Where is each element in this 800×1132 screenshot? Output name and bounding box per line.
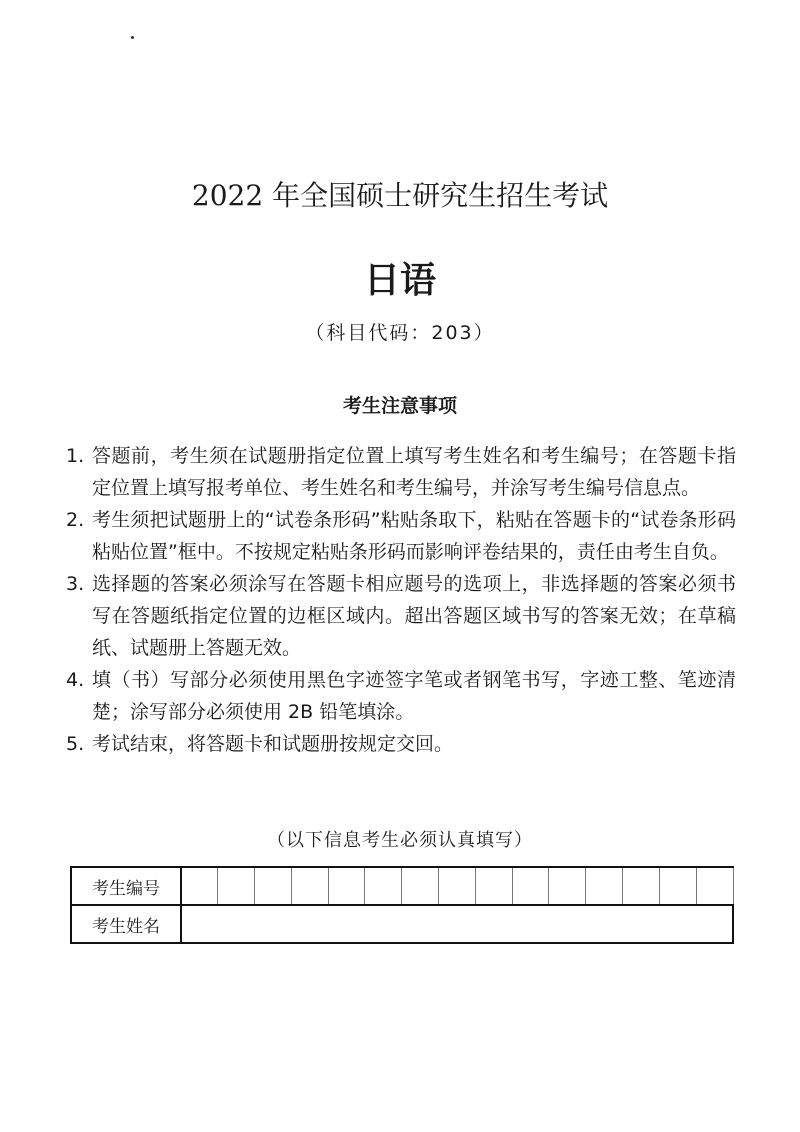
candidate-number-box[interactable] bbox=[439, 867, 476, 905]
exam-title: 2022 年全国硕士研究生招生考试 bbox=[191, 179, 609, 212]
candidate-number-box[interactable] bbox=[623, 867, 660, 905]
candidate-number-box[interactable] bbox=[255, 867, 292, 905]
candidate-name-row bbox=[71, 905, 733, 943]
candidate-number-label: 考生编号 bbox=[71, 867, 181, 905]
notice-item-text: 考生须把试题册上的“试卷条形码”粘贴条取下，粘贴在答题卡的“试卷条形码粘贴位置”框中。不按规定粘贴条形码而影响评卷结果的，责任由考生自负。 bbox=[92, 509, 736, 563]
candidate-number-box[interactable] bbox=[696, 867, 733, 905]
scan-speck bbox=[131, 36, 134, 39]
candidate-info-table bbox=[70, 866, 734, 944]
candidate-number-box[interactable] bbox=[291, 867, 328, 905]
notice-item-text: 考试结束，将答题卡和试题册按规定交回。 bbox=[92, 733, 454, 755]
candidate-number-box[interactable] bbox=[402, 867, 439, 905]
notice-item bbox=[66, 504, 736, 568]
notice-list bbox=[66, 440, 736, 760]
notice-item-text: 答题前，考生须在试题册指定位置上填写考生姓名和考生编号；在答题卡指定位置上填写报考单位、考生姓名和考生编号，并涂写考生编号信息点。 bbox=[92, 445, 736, 499]
candidate-number-box[interactable] bbox=[549, 867, 586, 905]
candidate-number-box[interactable] bbox=[586, 867, 623, 905]
candidate-number-box[interactable] bbox=[512, 867, 549, 905]
notice-item bbox=[66, 440, 736, 504]
candidate-info-heading: （以下信息考生必须认真填写） bbox=[267, 830, 533, 851]
candidate-number-box[interactable] bbox=[365, 867, 402, 905]
candidate-number-box[interactable] bbox=[328, 867, 365, 905]
notice-item bbox=[66, 568, 736, 664]
candidate-number-box[interactable] bbox=[659, 867, 696, 905]
candidate-number-box[interactable] bbox=[475, 867, 512, 905]
candidate-number-box[interactable] bbox=[181, 867, 218, 905]
notice-item bbox=[66, 664, 736, 728]
candidate-number-box[interactable] bbox=[218, 867, 255, 905]
candidate-name-field[interactable] bbox=[181, 905, 733, 943]
notice-item-text: 填（书）写部分必须使用黑色字迹签字笔或者钢笔书写，字迹工整、笔迹清楚；涂写部分必须使用 2B 铅笔填涂。 bbox=[92, 669, 736, 723]
subject-title: 日语 bbox=[363, 260, 436, 301]
notice-item-number: 2. bbox=[66, 509, 85, 531]
notice-item-text: 选择题的答案必须涂写在答题卡相应题号的选项上，非选择题的答案必须书写在答题纸指定位置的边框区域内。超出答题区域书写的答案无效；在草稿纸、试题册上答题无效。 bbox=[92, 573, 736, 659]
candidate-name-label: 考生姓名 bbox=[71, 905, 181, 943]
subject-code: （科目代码：203） bbox=[305, 322, 495, 344]
candidate-number-row bbox=[71, 867, 733, 905]
notice-item bbox=[66, 728, 736, 760]
notice-item-number: 1. bbox=[66, 445, 85, 467]
notice-item-number: 5. bbox=[66, 733, 85, 755]
notice-heading: 考生注意事项 bbox=[342, 395, 457, 417]
notice-item-number: 4. bbox=[66, 669, 85, 691]
notice-item-number: 3. bbox=[66, 573, 85, 595]
